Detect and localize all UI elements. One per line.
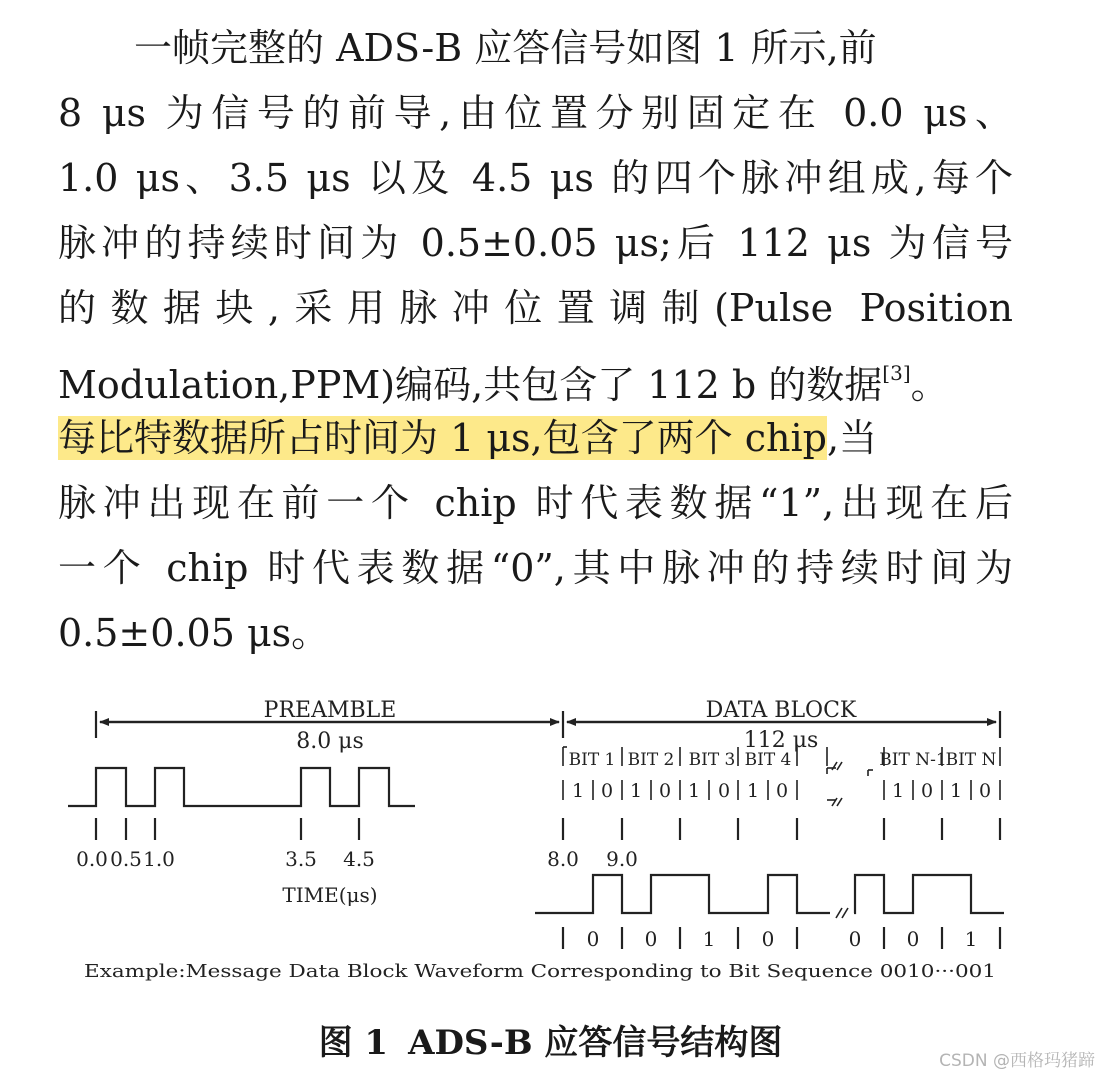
example-caption: Example:Message Data Block Waveform Corresponding to Bit Sequence 0010···001 [84, 961, 996, 982]
time-label: 0.0 [76, 847, 108, 871]
chip-value: 1 [571, 780, 585, 802]
bit-label: BIT 4 [744, 750, 792, 770]
time-label: 0.5 [110, 847, 142, 871]
example-bit: 1 [702, 927, 716, 951]
chip-value: 1 [891, 780, 905, 802]
paragraph-line: 0.5±0.05 μs。 [58, 611, 330, 655]
chip-value: 1 [687, 780, 701, 802]
chip-value: 1 [949, 780, 963, 802]
paragraph-line: Modulation,PPM)编码,共包含了 112 b 的数据 [58, 363, 883, 407]
example-bit: 0 [644, 927, 658, 951]
datablock-label: DATA BLOCK [705, 698, 857, 723]
bit-label: BIT 1 [568, 750, 616, 770]
chip-value: 0 [658, 780, 672, 802]
paragraph-line: 一个 chip 时代表数据“0”,其中脉冲的持续时间为 [58, 546, 1013, 590]
chip-value: 0 [600, 780, 614, 802]
ads-b-waveform-diagram [60, 690, 1020, 995]
paragraph-line-with-citation [58, 343, 1013, 407]
bit-label: BIT N [945, 750, 997, 770]
bit-label: BIT 3 [688, 750, 736, 770]
ads-b-figure [60, 690, 1020, 999]
figure-title: ADS-B 应答信号结构图 [408, 1023, 783, 1063]
datablock-duration: 112 μs [743, 728, 819, 753]
paragraph-text: ,当 [826, 416, 878, 460]
time-label: 1.0 [143, 847, 175, 871]
chip-value: 1 [746, 780, 760, 802]
citation-ref: [3] [882, 361, 911, 385]
example-waveform-tail [854, 875, 1004, 913]
chip-value: 1 [629, 780, 643, 802]
paragraph-line: 8 μs 为信号的前导,由位置分别固定在 0.0 μs、 [58, 91, 1013, 135]
highlighted-line [58, 408, 1013, 468]
example-waveform [535, 875, 830, 913]
time-label: 4.5 [343, 847, 375, 871]
preamble-waveform [68, 768, 415, 806]
bit-label: BIT 2 [627, 750, 675, 770]
example-bit: 0 [761, 927, 775, 951]
time-label: 8.0 [547, 847, 579, 871]
watermark: CSDN @西格玛猪蹄 [939, 1051, 1095, 1071]
preamble-label: PREAMBLE [263, 698, 397, 723]
line-end-punct: 。 [910, 363, 949, 407]
example-bit: 0 [906, 927, 920, 951]
example-bit: 0 [848, 927, 862, 951]
chip-value: 0 [920, 780, 934, 802]
figure-caption [0, 1015, 1101, 1064]
break-mark-example [836, 908, 848, 918]
time-label: 9.0 [606, 847, 638, 871]
example-bit: 0 [586, 927, 600, 951]
time-label: 3.5 [285, 847, 317, 871]
time-axis-label: TIME(μs) [282, 883, 378, 907]
chip-value: 0 [978, 780, 992, 802]
example-bit: 1 [964, 927, 978, 951]
paragraph-line: 1.0 μs、3.5 μs 以及 4.5 μs 的四个脉冲组成,每个 [58, 156, 1013, 200]
bit-label: BIT N-1 [879, 750, 947, 770]
figure-number: 图 1 [318, 1023, 389, 1063]
paragraph-line: 一帧完整的 ADS-B 应答信号如图 1 所示,前 [58, 26, 877, 70]
paragraph-line: 脉冲出现在前一个 chip 时代表数据“1”,出现在后 [58, 481, 1013, 525]
highlighted-text[interactable]: 每比特数据所占时间为 1 μs,包含了两个 chip [58, 416, 827, 460]
paragraph-line: 的数据块,采用脉冲位置调制(Pulse Position [58, 286, 1013, 330]
preamble-duration: 8.0 μs [296, 729, 364, 754]
paragraph-line: 脉冲的持续时间为 0.5±0.05 μs;后 112 μs 为信号 [58, 221, 1013, 265]
chip-value: 0 [775, 780, 789, 802]
chip-value: 0 [717, 780, 731, 802]
